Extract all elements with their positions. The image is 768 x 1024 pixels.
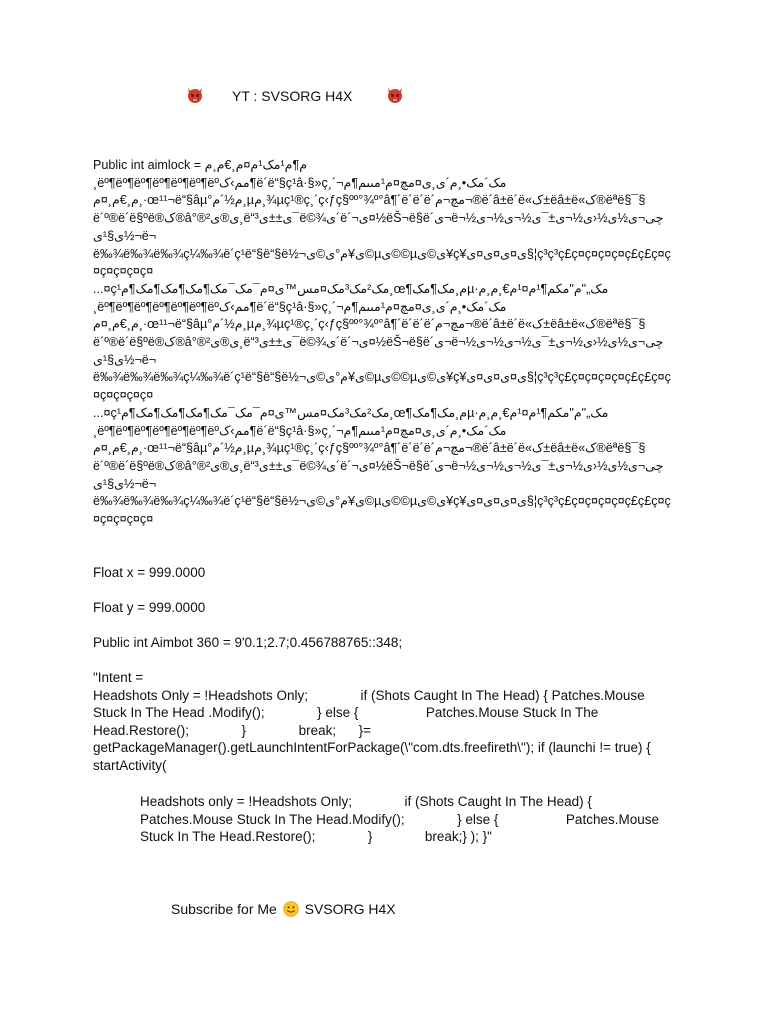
subscribe-text: Subscribe for Me (171, 901, 277, 917)
garbled-aimlock-block: Public int aimlock = م¶م¹مک¹م¤م¸€م¸م ¸ëº¶ëº¶ëº¶ëº¶ëº¶ëº¶ëºمم›ک¶ë´ë“§ç¹â·§»ç¸´¬مک´مک•¸م´ى¸ى¤مچ¤م¹مںںم¶م م¸€م¸¤م¸·œ¹¹¬ë“§âµ°م½´م¸µم¸¾µç¹®ç¸´ç‹ƒç§ºº°¾º°â¶´ë´ë´ë´مچ¬م¬®ë´â±ë´ë«ک±ëâ±ë«ک®ëªë§¯§ ë´º®ë´ë§ºë®ک®â°®²ى®ى¸ë“³ى±±ى¯ë©¾ى´ë´¬ى¤½ëŠ¬ë§ë´ى¬ëچى¬ى½ى½‹ى½¬ى±¯ى½¬ى½¬ى½¬ى§¹ى½¬ë¬ ë‰¾ë‰¾ë‰¾ç¼‰¾ë´ç¹ë“§ë“§ë½¬ى¥م°ى©ى©µى©©µى©ى¥ç¥ى¤ى¤ى¤ى§¦ç³ç³ç£ç¤ç¤ç¤ç¤ç£ç£ç¤ç¤ç¤ç¤ç¤ç¤ ...¤ç¹مک²مک³مک¤مس™ى¤م¯مک¯مک¶مک¶مک¶مک¶م¸œ¶م¸مک¶مکµ·مک„"م"مکم¶¹م¤¹م€¸م¸م ¸ëº¶ëº¶ëº¶ëº¶ëº¶ëº¶ëºمم›ک¶ë´ë“§ç¹â·§»ç¸´¬مک´مک•¸م´ى¸ى¤مچ¤م¹مںںم¶م م¸€م¸¤م¸·œ¹¹¬ë“§âµ°م½´م¸µم¸¾µç¹®ç¸´ç‹ƒç§ºº°¾º°â¶´ë´ë´ë´مچ¬م¬®ë´â±ë´ë«ک±ëâ±ë«ک®ëªë§¯§ ë´º®ë´ë§ºë®ک®â°®²ى®ى¸ë“³ى±±ى¯ë©¾ى´ë´¬ى¤½ëŠ¬ë§ë´ى¬ëچى¬ى½ى½‹ى½¬ى±¯ى½¬ى½¬ى½¬ى§¹ى½¬ë¬ ë‰¾ë‰¾ë‰¾ç¼‰¾ë´ç¹ë“§ë“§ë½¬ى¥م°ى©ى©µى©©µى©ى¥ç¥ى¤ى¤ى¤ى§¦ç³ç³ç£ç¤ç¤ç¤ç¤ç£ç£ç¤ç¤ç¤ç¤ç¤ç¤ ...¤ç¹مک²مک³مک¤مس™ى¤م¯مک¯مک¶مک¶مک¶مک¶م¸œ¶م¸مک¶مکµ·مک„"م"مکم¶¹م¤¹م€¸م¸م ¸ëº¶ëº¶ëº¶ëº¶ëº¶ëº¶ëºمم›ک¶ë´ë“§ç¹â·§»ç¸´¬مک´مک•¸م´ى¸ى¤مچ¤م¹مںںم¶م م¸€م¸¤م¸·œ¹¹¬ë“§âµ°م½´م¸µم¸¾µç¹®ç¸´ç‹ƒç§ºº°¾º°â¶´ë´ë´ë´مچ¬م¬®ë´â±ë´ë«ک±ëâ±ë«ک®ëªë§¯§ ë´º®ë´ë§ºë®ک®â°®²ى®ى¸ë“³ى±±ى¯ë©¾ى´ë´¬ى¤½ëŠ¬ë§ë´ى¬ëچى¬ى½ى½‹ى½¬ى±¯ى½¬ى½¬ى½¬ى§¹ى½¬ë¬ ë‰¾ë‰¾ë‰¾ç¼‰¾ë´ç¹ë“§ë“§ë½¬ى¥م°ى©ى©µى©©µى©ى¥ç¥ى¤ى¤ى¤ى§¦ç³ç³ç£ç¤ç¤ç¤ç¤ç£ç£ç¤ç¤ç¤ç¤ç¤ç¤ (93, 158, 671, 527)
devil-icon (386, 86, 404, 104)
float-y-line: Float y = 999.0000 (93, 600, 206, 615)
smile-icon (283, 901, 299, 917)
headshots-block (93, 793, 673, 846)
intent-body: Headshots Only = !Headshots Only; if (Shots Caught In The Head) { Patches.Mouse Stuck In The Head .Modify(); } else { Patches.Mouse Stuck In The Head.Restore(); } break; }= getPackageManager().getLaunchIntentForPackage(\"com.dts.freefireth\"); if (launchi != true) { startActivity( (93, 687, 655, 773)
devil-icon (186, 86, 204, 104)
float-x-line: Float x = 999.0000 (93, 565, 206, 580)
headshots-body: Headshots only = !Headshots Only; if (Shots Caught In The Head) { Patches.Mouse Stuck In The Head.Modify(); } else { Patches.Mouse Stuck In The Head.Restore(); } break;} ); }" (140, 794, 663, 845)
page-header (186, 86, 416, 108)
intent-label: "Intent = (93, 670, 144, 685)
aimbot-line: Public int Aimbot 360 = 9'0.1;2.7;0.456788765::348; (93, 635, 403, 650)
header-title: YT : SVSORG H4X (232, 88, 353, 104)
intent-block (93, 669, 673, 775)
channel-name: SVSORG H4X (304, 901, 396, 917)
subscribe-footer (171, 899, 396, 919)
